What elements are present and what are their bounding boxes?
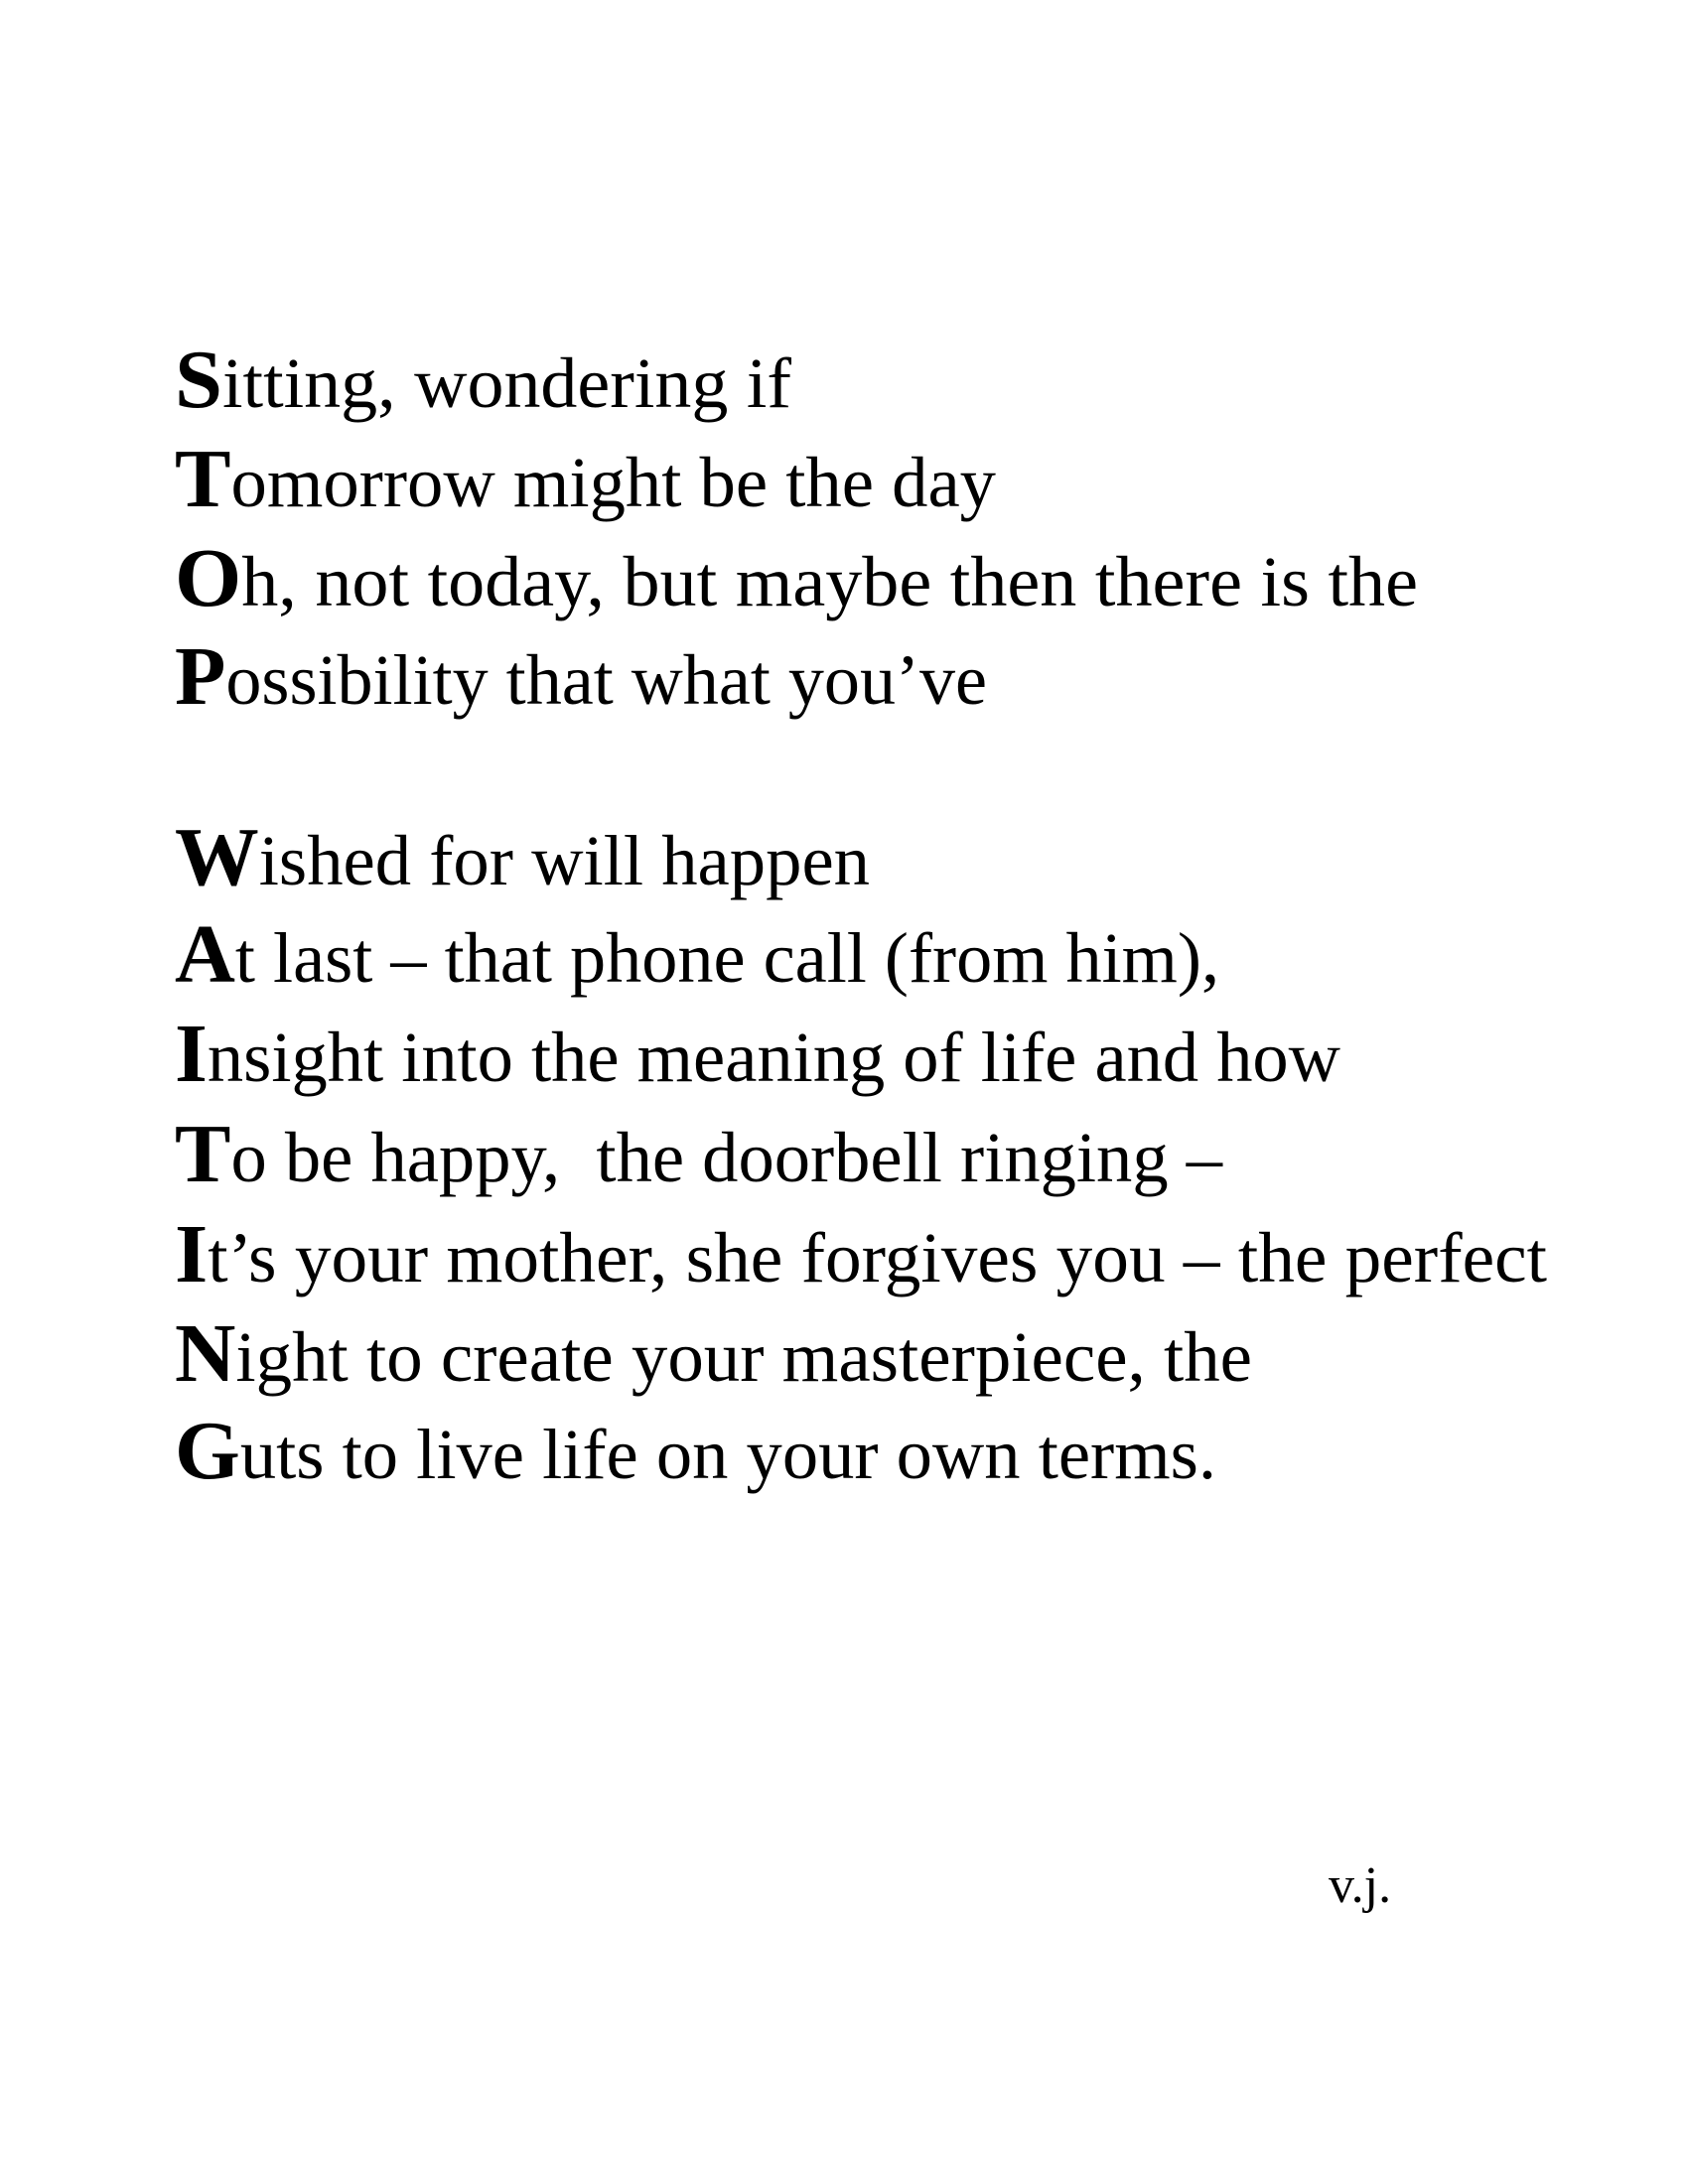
poem-line xyxy=(175,1307,1252,1401)
line-text: omorrow might be the day xyxy=(230,443,996,523)
line-text: uts to live life on your own terms. xyxy=(239,1415,1216,1495)
poem-line xyxy=(175,1008,1340,1101)
line-text: nsight into the meaning of life and how xyxy=(207,1018,1340,1098)
line-text: t last – that phone call (from him), xyxy=(234,918,1220,999)
line-text: ight to create your masterpiece, the xyxy=(235,1317,1252,1398)
line-text: h, not today, but maybe then there is the xyxy=(241,542,1418,622)
poem-line xyxy=(175,1208,1548,1301)
line-text: itting, wondering if xyxy=(221,343,792,424)
poem-line xyxy=(175,334,792,427)
acrostic-initial: I xyxy=(175,1008,208,1101)
acrostic-initial: T xyxy=(175,1108,231,1201)
poem-line xyxy=(175,1405,1216,1498)
poem-line xyxy=(175,532,1418,625)
line-text: ossibility that what you’ve xyxy=(225,640,987,721)
acrostic-initial: T xyxy=(175,433,231,526)
poem-line xyxy=(175,811,870,904)
acrostic-initial: O xyxy=(175,532,242,625)
acrostic-initial: P xyxy=(175,630,226,724)
poem-line xyxy=(175,433,996,526)
poem-line xyxy=(175,1108,1223,1201)
acrostic-initial: W xyxy=(175,811,259,904)
poem-line xyxy=(175,908,1220,1002)
acrostic-initial: S xyxy=(175,334,222,427)
author-signature: v.j. xyxy=(1329,1856,1392,1914)
acrostic-initial: N xyxy=(175,1307,236,1401)
line-text: t’s your mother, she forgives you – the perfect xyxy=(208,1218,1548,1298)
acrostic-initial: A xyxy=(175,908,235,1002)
line-text: ished for will happen xyxy=(258,821,870,901)
acrostic-initial: G xyxy=(175,1405,240,1498)
poem-line xyxy=(175,630,987,724)
acrostic-initial: I xyxy=(175,1208,209,1301)
line-text: o be happy, the doorbell ringing – xyxy=(230,1118,1223,1198)
